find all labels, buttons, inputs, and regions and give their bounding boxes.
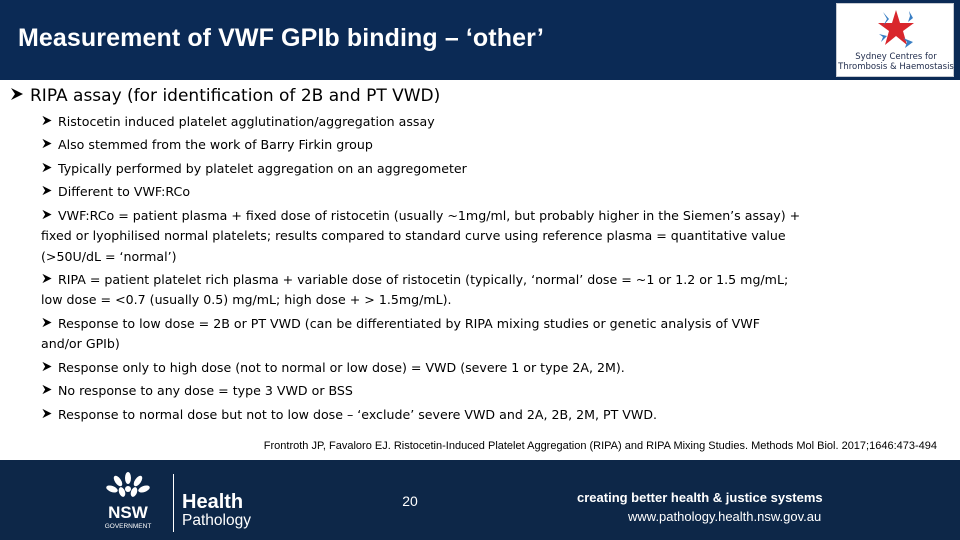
sub-bullet-text: Ristocetin induced platelet agglutination/aggregation assay [58, 114, 435, 129]
sub-bullet-item [41, 270, 801, 311]
main-bullet [10, 86, 440, 106]
sub-bullet-item [41, 405, 801, 426]
arrow-bullet-icon [41, 185, 53, 196]
sydney-centres-logo [836, 3, 954, 77]
citation-reference: Frontroth JP, Favaloro EJ. Ristocetin-Induced Platelet Aggregation (RIPA) and RIPA Mixing Studies. Methods Mol Biol. 2017;1646:473-494 [263, 440, 937, 452]
footer-url: www.pathology.health.nsw.gov.au [628, 509, 822, 524]
sub-bullet-item [41, 135, 801, 156]
sub-bullet-item [41, 112, 801, 133]
sub-bullet-item [41, 182, 801, 203]
health-label: Health [182, 491, 244, 513]
sub-bullet-text: Typically performed by platelet aggregation on an aggregometer [58, 160, 467, 176]
arrow-bullet-icon [41, 209, 53, 220]
arrow-bullet-icon [41, 138, 53, 149]
slide-footer [0, 460, 960, 540]
sub-bullet-text: Response only to high dose (not to normal or low dose) = VWD (severe 1 or type 2A, 2M). [58, 359, 625, 375]
logo-line-1: Sydney Centres for [855, 52, 937, 62]
sub-bullet-item [41, 206, 801, 268]
government-text: GOVERNMENT [104, 523, 152, 530]
arrow-bullet-icon [41, 273, 53, 284]
arrow-bullet-icon [41, 162, 53, 173]
main-bullet-text: RIPA assay (for identification of 2B and PT VWD) [30, 86, 441, 106]
red-blue-star-icon [875, 8, 917, 50]
slide-header [0, 0, 960, 80]
nsw-text: NSW [108, 503, 148, 522]
sub-bullet-item [41, 314, 801, 355]
footer-tagline: creating better health & justice systems [577, 490, 823, 505]
sub-bullet-text: Also stemmed from the work of Barry Firkin group [58, 137, 373, 153]
logo-text [837, 52, 955, 72]
arrow-bullet-icon [41, 115, 53, 126]
sub-bullet-item [41, 381, 801, 402]
sub-bullet-text: RIPA = patient platelet rich plasma + variable dose of ristocetin (typically, ‘normal’ dose = ~1 or 1.2 or 1.5 mg/mL; low dose = <0.7 (usually 0.5) mg/mL; high dose + > 1.5mg/mL). [41, 271, 789, 308]
sub-bullet-text: Response to low dose = 2B or PT VWD (can be differentiated by RIPA mixing studies or genetic analysis of VWF and/or GPIb) [41, 315, 760, 352]
arrow-bullet-icon [41, 361, 53, 372]
arrow-bullet-icon [41, 408, 53, 419]
arrow-bullet-icon [41, 317, 53, 328]
sub-bullet-item [41, 159, 801, 180]
sub-bullet-text: No response to any dose = type 3 VWD or BSS [58, 383, 353, 399]
arrow-bullet-icon [41, 384, 53, 395]
sub-bullet-list [41, 112, 801, 428]
arrow-bullet-icon [10, 87, 24, 101]
pathology-label: Pathology [182, 512, 251, 529]
sub-bullet-text: VWF:RCo = patient plasma + fixed dose of ristocetin (usually ~1mg/ml, but probably higher in the Siemen’s assay) + fixed or lyophilised normal platelets; results compared to standard curve using reference plasma = quantitative value (>50U/dL = ‘normal’) [41, 207, 801, 264]
page-number: 20 [402, 493, 418, 509]
sub-bullet-text: Different to VWF:RCo [58, 184, 191, 200]
logo-line-2: Thrombosis & Haemostasis [838, 62, 954, 72]
slide-title: Measurement of VWF GPIb binding – ‘other’ [18, 24, 544, 52]
footer-divider [173, 474, 174, 532]
sub-bullet-text: Response to normal dose but not to low dose – ‘exclude’ severe VWD and 2A, 2B, 2M, PT VWD. [58, 406, 658, 422]
nsw-government-logo [88, 468, 168, 532]
sub-bullet-item [41, 358, 801, 379]
